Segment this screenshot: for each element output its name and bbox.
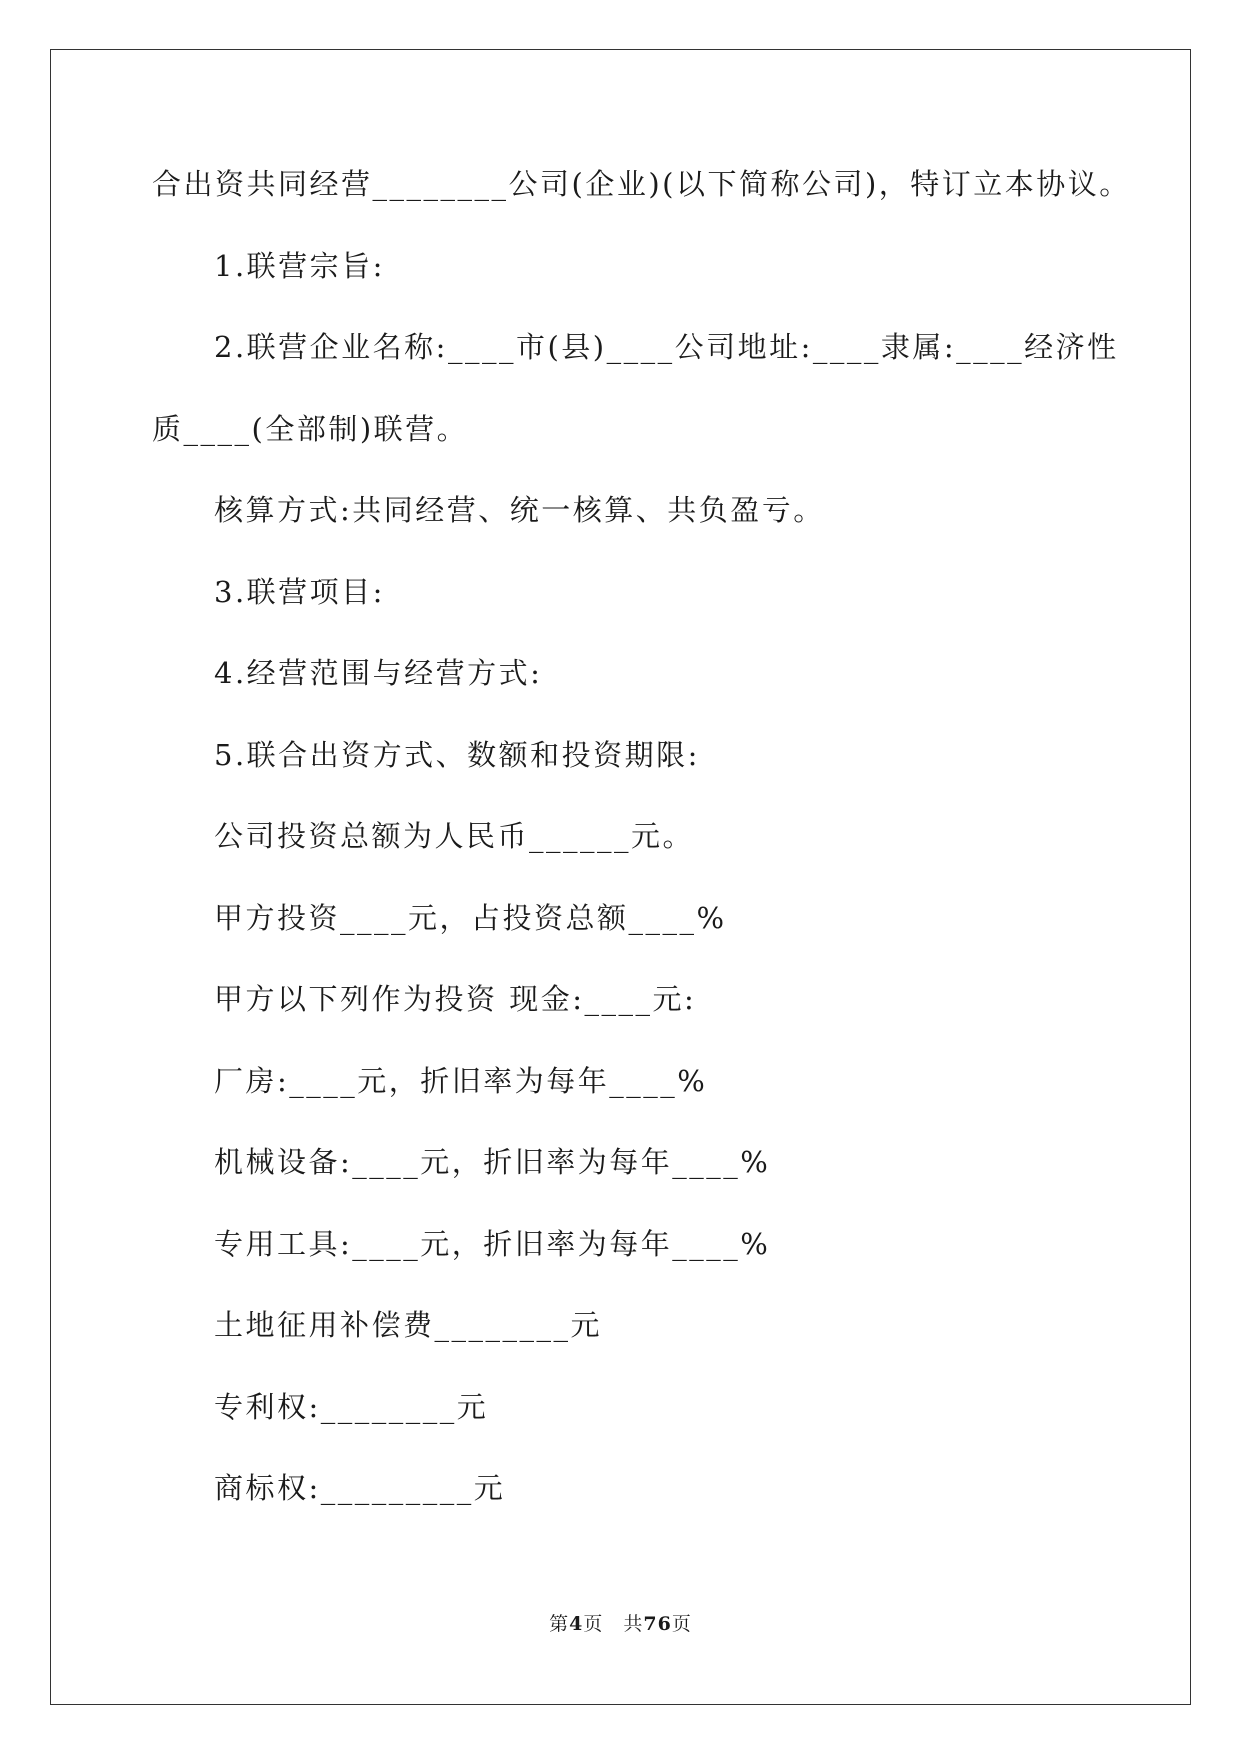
paragraph-line: 甲方以下列作为投资 现金:____元: [214,982,697,1016]
paragraph-line: 机械设备:____元，折旧率为每年____% [214,1145,771,1179]
footer-prefix: 第 [549,1613,570,1635]
page-footer [0,1609,1241,1636]
section-heading-investment: 5.联合出资方式、数额和投资期限: [214,737,700,772]
total-pages-number: 76 [643,1613,672,1635]
paragraph-line: 专用工具:____元，折旧率为每年____% [214,1226,771,1261]
paragraph-line: 核算方式:共同经营、统一核算、共负盈亏。 [214,493,825,527]
paragraph-line: 商标权:_________元 [214,1471,506,1505]
section-heading-scope: 4.经营范围与经营方式: [214,656,543,690]
paragraph-line: 土地征用补偿费________元 [214,1308,603,1342]
paragraph-line: 公司投资总额为人民币______元。 [214,819,695,853]
paragraph-line: 合出资共同经营________公司(企业)(以下简称公司)，特订立本协议。 [152,167,1131,201]
section-heading-project: 3.联营项目: [214,574,385,609]
document-body [152,166,1131,1552]
paragraph-line: 专利权:________元 [214,1389,489,1424]
paragraph-line: 甲方投资____元，占投资总额____% [214,900,727,935]
paragraph-line: 厂房:____元，折旧率为每年____% [214,1063,708,1098]
paragraph-line: 质____(全部制)联营。 [152,411,469,446]
current-page-number: 4 [569,1613,584,1635]
paragraph-line: 2.联营企业名称:____市(县)____公司地址:____隶属:____经济性 [214,330,1119,364]
footer-suffix: 页 [671,1613,692,1635]
section-heading-purpose: 1.联营宗旨: [214,248,385,283]
footer-middle: 页 共 [583,1613,644,1635]
